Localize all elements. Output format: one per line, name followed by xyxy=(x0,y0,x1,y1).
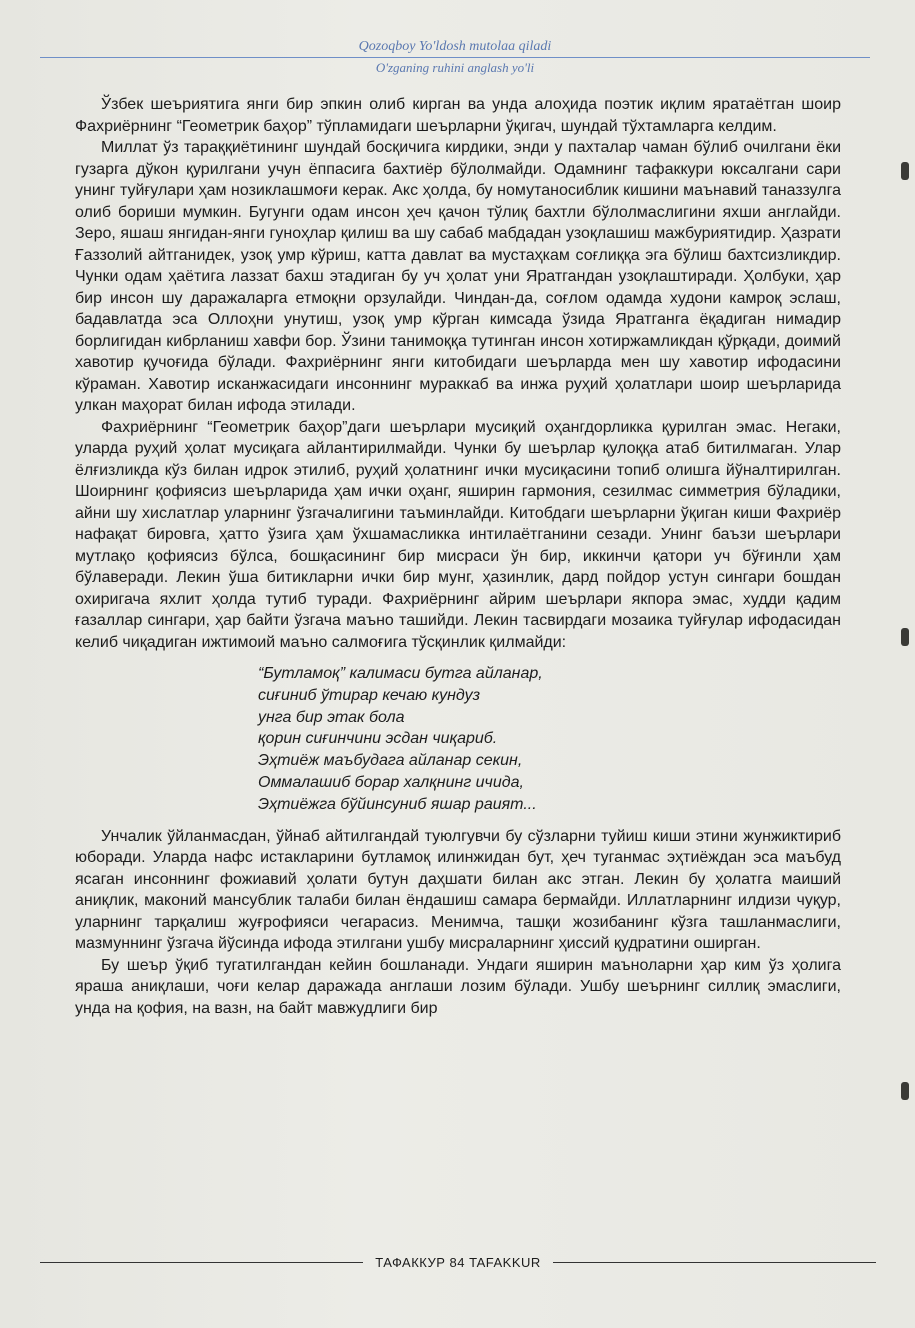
footer-page-label: ТАФАККУР 84 TAFAKKUR xyxy=(375,1254,541,1270)
poem-line: “Бутламоқ” калимаси бутга айланар, xyxy=(258,665,543,682)
header-title-line: O'zganing ruhini anglash yo'li xyxy=(375,60,535,75)
page-footer xyxy=(40,1252,876,1272)
binding-hole-mark xyxy=(901,1082,909,1100)
header-author-line: Qozoqboy Yo'ldosh mutolaa qiladi xyxy=(358,39,552,54)
footer-rule-left xyxy=(40,1262,363,1263)
paragraph-5: Бу шеър ўқиб тугатилгандан кейин бошланади. Ундаги яширин маъноларни ҳар ким ўз ҳолига яраша аниқлаши, чоғи келар даражада англаши лозим бўлади. Ушбу шеърнинг силлиқ эмаслиги, унда на қофия, на вазн, на байт мавжудлиги бир xyxy=(75,956,841,1017)
running-header xyxy=(40,38,870,76)
paragraph-3: Фахриёрнинг “Геометрик баҳор”даги шеърлари мусиқий оҳангдорликка қурилган эмас. Негаки, уларда руҳий ҳолат мусиқага айлантирилмайди. Чунки бу шеърлар қулоққа атаб битилмаган. Улар ёлғизликда кўз билан идрок этилиб, руҳий ҳолатнинг ички мусиқасини топиб олишга йўналтирилган. Шоирнинг қофиясиз шеърларида ҳам ички оҳанг, яширин гармония, сезилмас симметрия бўладики, айни шу хислатлар уларнинг ўзгачалигини таъминлайди. Китобдаги шеърларни ўқиган киши Фахриёр нафақат бировга, ҳатто ўзига ҳам ўхшамасликка интилаётганини сезади. Унинг баъзи шеърлари мутлақо қофиясиз бўлса, бошқасининг бир мисраси ўн бир, иккинчи қатори уч бўғинли ҳам бўлаверади. Лекин ўша битикларни ички бир мунг, ҳазинлик, дард пойдор устун сингари бошдан охиригача яхлит ҳолда тутиб туради. Фахриёрнинг айрим шеърлари якпора эмас, худди қадим ғазаллар сингари, ҳар байти ўзгача маъно ташийди. Лекин тасвирдаги мозаика туйғулар ифодасидан келиб чиқадиган ижтимоий маъно салмоғига тўсқинлик қилмайди: xyxy=(75,418,841,651)
paragraph-2: Миллат ўз тараққиётининг шундай босқичига кирдики, энди у пахталар чаман бўлиб очилгани ёки гузарга дўкон қурилгани учун ёппасига бахтиёр бўлолмайди. Одамнинг тафаккури юксалгани сари унинг туйғулари ҳам нозиклашмоғи керак. Акс ҳолда, бу номутаносиблик кишини маънавий таназзулга олиб бориши мумкин. Бугунги одам инсон ҳеч қачон тўлиқ бахтли бўлолмаслигини яхши англайди. Зеро, яшаш янгидан-янги гуноҳлар қилиш ва шу сабаб мабдадан узоқлашиш мажбуриятидир. Ҳазрати Ғаззолий айтганидек, узоқ умр кўриш, катта давлат ва мустаҳкам соғлиққа эга бўлиш бахтсизликдир. Чунки одам ҳаётига лаззат бахш этадиган бу уч ҳолат уни Яратгандан узоқлаштиради. Ҳолбуки, ҳар бир инсон шу даражаларга етмоқни орзулайди. Чиндан-да, соғлом одамда худони камроқ эслаш, бадавлатда эса Оллоҳни унутиш, узоқ умр кўрган кимсада ўзида Яратганга ёқадиган нимадир борлигидан кибрланиш хавфи бор. Ўзини танимоққа тутинган инсон хотиржамликдан қўрқади, доимий хавотир қучоғида бўлади. Фахриёрнинг янги китобидаги шеърларда мен шу хавотир ифодасини кўраман. Хавотир исканжасидаги инсоннинг мураккаб ва инжа руҳий ҳолатлари шоир шеърларида улкан маҳорат билан ифода этилади. xyxy=(75,139,841,414)
binding-hole-mark xyxy=(901,162,909,180)
poem-line: Эҳтиёжга бўйинсуниб яшар раият... xyxy=(258,795,537,813)
poem-line: қорин сиғинчини эсдан чиқариб. xyxy=(258,730,498,748)
poem-line: Оммалашиб борар халқнинг ичида, xyxy=(258,773,524,791)
poem-line: Эҳтиёж маъбудага айланар секин, xyxy=(258,752,523,770)
article-body xyxy=(75,94,841,1019)
paragraph-1: Ўзбек шеъриятига янги бир эпкин олиб кирган ва унда алоҳида поэтик иқлим яратаётган шоир Фахриёрнинг “Геометрик баҳор” тўпламидаги шеърларни ўқигач, шундай тўхтамларга келдим. xyxy=(75,96,841,135)
footer-rule-right xyxy=(553,1262,876,1263)
poem-line: унга бир этак бола xyxy=(258,708,405,726)
header-rule xyxy=(40,57,870,58)
poem-quote xyxy=(258,663,841,816)
poem-line: сиғиниб ўтирар кечаю кундуз xyxy=(258,686,481,704)
binding-hole-mark xyxy=(901,628,909,646)
paragraph-4: Унчалик ўйланмасдан, ўйнаб айтилгандай туюлгувчи бу сўзларни туйиш киши этини жунжиктириб юборади. Уларда нафс истакларини бутламоқ илинжидан бут, ҳеч туганмас эҳтиёждан эса маъбуд ясаган инсоннинг фожиавий ҳолати бутун даҳшати билан акс этган. Лекин бу ҳолатга маиший аниқлик, маконий мансублик талаби билан ёндашиш самара бермайди. Иллатларнинг илдизи чуқур, уларнинг тарқалиш жуғрофияси чегарасиз. Менимча, ташқи жозибанинг кўзга ташланмаслиги, мазмуннинг ўзгача йўсинда ифода этилгани ушбу мисраларнинг ҳиссий қудратини оширган. xyxy=(75,827,841,953)
